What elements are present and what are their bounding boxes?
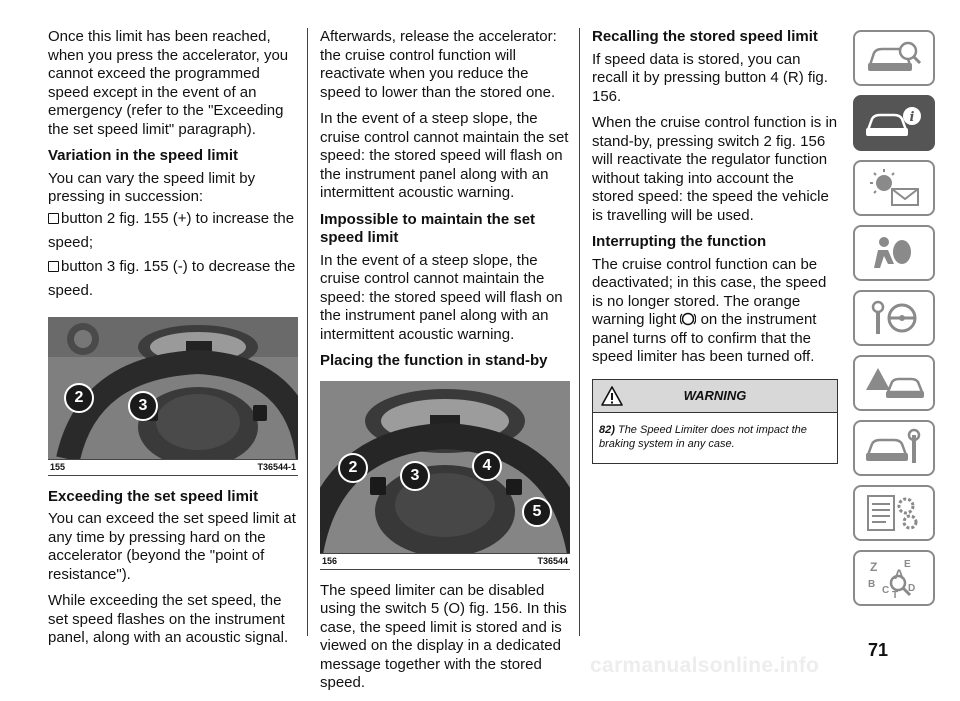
section-heading: Exceeding the set speed limit: [48, 487, 259, 505]
paragraph-text: The cruise control function can be deactivated; in this case, the speed is no longer stored. The orange warning light: [592, 255, 827, 328]
column-separator: [579, 28, 580, 636]
tab-starting-driving[interactable]: [853, 290, 935, 346]
paragraph: In the event of a steep slope, the cruise control cannot maintain the speed: the stored speed will flash on the instrument panel along with an intermittent acoustic warning.: [320, 251, 563, 343]
figure-number: 155: [50, 462, 66, 472]
tab-emergency[interactable]: [853, 355, 935, 411]
car-info-icon: [864, 102, 924, 144]
svg-text:B: B: [868, 579, 876, 590]
figure-number: 156: [322, 556, 338, 566]
tab-knowing-vehicle[interactable]: [853, 30, 935, 86]
figure-code: T36544-1: [257, 462, 296, 472]
alphabetical-index-icon: [864, 557, 924, 599]
figure-156-steering-wheel: [320, 381, 570, 553]
figure-caption-bar: [48, 459, 298, 476]
paragraph: You can vary the speed limit by pressing in succession:: [48, 169, 256, 205]
watermark: carmanualsonline.info: [590, 654, 820, 677]
warning-header: [593, 380, 837, 413]
emergency-triangle-car-icon: [864, 362, 924, 404]
paragraph: Afterwards, release the accelerator: the cruise control function will reactivate when you reduce the speed to lower than the stored one.: [320, 28, 557, 101]
specs-gears-icon: [864, 492, 924, 534]
speed-limiter-warning-light-icon: [680, 312, 696, 326]
figure-155-steering-wheel: [48, 317, 298, 459]
list-item-text: button 3 fig. 155 (-) to decrease the speed.: [48, 257, 296, 299]
svg-text:T: T: [892, 590, 899, 599]
tab-index[interactable]: [853, 550, 935, 606]
car-magnifier-icon: [864, 37, 924, 79]
page-number: 71: [868, 640, 889, 660]
tab-safety[interactable]: [853, 225, 935, 281]
figure-caption-bar: [320, 553, 570, 570]
warning-ref: 82): [599, 423, 615, 436]
callout-4: 4: [472, 451, 502, 481]
tab-instrument-panel[interactable]: [853, 95, 935, 151]
list-item: [48, 207, 298, 255]
svg-text:D: D: [908, 583, 916, 594]
section-heading: Recalling the stored speed limit: [592, 28, 818, 45]
callout-3: 3: [400, 461, 430, 491]
svg-text:i: i: [909, 110, 915, 125]
paragraph: [592, 256, 838, 367]
warning-triangle-icon: [601, 386, 623, 406]
paragraph: The speed limiter can be disabled using the switch 5 (O) fig. 156. In this case, the speed limit is stored and is viewed on the display in a dedicated message together with the stored speed.: [320, 581, 567, 691]
paragraph: Once this limit has been reached, when you press the accelerator, you cannot exceed the programmed speed except in the event of an emergency (refer to the "Exceeding the set speed limit" paragraph).: [48, 28, 289, 138]
paragraph: When the cruise control function is in stand-by, pressing switch 2 fig. 156 will reactivate the regulator function without taking into account the stored speed: the speed the vehicle is travelling will be used.: [592, 114, 838, 224]
paragraph: While exceeding the set speed, the set speed flashes on the instrument panel, along with an acoustic signal.: [48, 592, 289, 646]
callout-2: 2: [64, 383, 94, 413]
column-1: [48, 28, 298, 656]
list-item: [48, 255, 298, 303]
tab-maintenance[interactable]: [853, 420, 935, 476]
warning-text: The Speed Limiter does not impact the braking system in any case.: [599, 423, 807, 450]
warning-box: [592, 379, 838, 464]
paragraph: In the event of a steep slope, the cruise control cannot maintain the set speed: the stored speed will flash on the instrument panel along with an intermittent acoustic warning.: [320, 110, 569, 201]
callout-5: 5: [522, 497, 552, 527]
section-heading: Placing the function in stand-by: [320, 352, 548, 369]
column-3: [592, 28, 838, 464]
car-wrench-icon: [864, 427, 924, 469]
warning-light-envelope-icon: [864, 167, 924, 209]
section-heading: Variation in the speed limit: [48, 147, 239, 164]
paragraph: You can exceed the set speed limit at any time by pressing hard on the accelerator (beyond the "point of resistance").: [48, 510, 296, 583]
list-item-text: button 2 fig. 155 (+) to increase the speed;: [48, 209, 295, 251]
callout-3: 3: [128, 391, 158, 421]
warning-body: [593, 413, 837, 463]
section-heading: Interrupting the function: [592, 233, 767, 250]
tab-technical-data[interactable]: [853, 485, 935, 541]
callout-2: 2: [338, 453, 368, 483]
bullet-icon: [48, 261, 59, 272]
svg-text:Z: Z: [870, 560, 878, 574]
bullet-icon: [48, 213, 59, 224]
paragraph-text: on the instrument panel turns off to confirm that the speed limiter has been turned off.: [592, 311, 817, 365]
column-separator: [307, 28, 308, 636]
section-heading: Impossible to maintain the set speed limit: [320, 210, 536, 246]
warning-title: WARNING: [683, 388, 747, 403]
figure-code: T36544: [537, 556, 568, 566]
key-steering-wheel-icon: [864, 297, 924, 339]
chapter-tabs: [853, 30, 935, 615]
svg-text:E: E: [904, 559, 911, 570]
paragraph: If speed data is stored, you can recall it by pressing button 4 (R) fig. 156.: [592, 50, 828, 105]
tab-warning-lights[interactable]: [853, 160, 935, 216]
column-2: [320, 28, 570, 701]
airbag-person-icon: [864, 232, 924, 274]
svg-text:A: A: [894, 566, 905, 582]
svg-text:C: C: [882, 585, 890, 596]
